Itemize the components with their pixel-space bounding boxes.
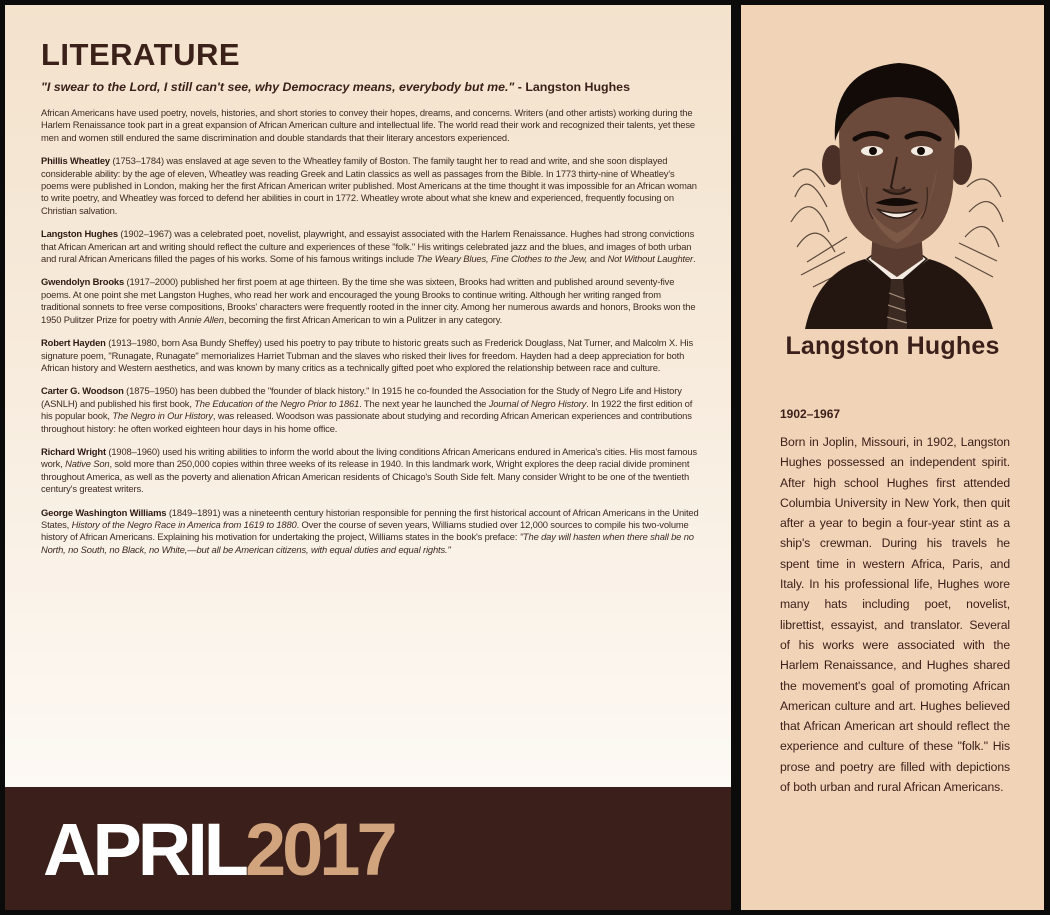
month-year-label [43,807,394,893]
year-label: 2017 [245,808,394,891]
entry-name: Gwendolyn Brooks [41,276,125,288]
entry-woodson: Carter G. Woodson (1875–1950) has been dubbed the "founder of black history." In 1915 he co-founded the Association for the Study of Negro Life and History (ASNLH) and published his first book, The Education of the Negro Prior to 1861. The next year he launched the Journal of Negro History. In 1922 the first edition of his popular book, The Negro in Our History, was released. Woodson was passionate about studying and recording African American experiences and contributions throughout history: he often worked eighteen hour days in his home office. [41,385,693,434]
entry-name: Langston Hughes [41,228,118,240]
entry-name: Phillis Wheatley [41,155,110,167]
intro-paragraph: African Americans have used poetry, novels, histories, and short stories to convey their hopes, dreams, and concerns. Writers (and other artists) working during the Harlem Renaissance took part in a great expansion of African American culture and intellectual life. The world read their work and recognized their talents, yet these men and women still endured the same discrimination and double standards that their literary ancestors experienced. [41,107,695,143]
entry-name: Robert Hayden [41,337,106,349]
section-title: LITERATURE [41,37,241,72]
entry-name: Richard Wright [41,445,106,457]
entry-hughes: Langston Hughes (1902–1967) was a celebrated poet, novelist, playwright, and essayist associated with the Harlem Renaissance. Hughes had strong convictions that African American art and writing should reflect the culture and experiences of these "folk." His writings celebrated jazz and the blues, and images of both urban and rural African Americans filled the pages of his works. Some of his famous writings include The Weary Blues, Fine Clothes to the Jew, and Not Without Laughter. [41,228,696,265]
quote [41,80,699,95]
bio-dates: 1902–1967 [780,407,841,421]
literature-panel [5,5,731,787]
entry-hayden: Robert Hayden (1913–1980, born Asa Bundy Sheffey) used his poetry to pay tribute to historic greats such as Frederick Douglass, Nat Turner, and Malcolm X. His signature poem, "Runagate, Runagate" memorializes Harriet Tubman and the slaves who risked their lives for freedom. Hayden had a deep appreciation for both African history and Western aesthetics, and was known by many critics as a technically gifted poet who explored the relationship between race and culture. [41,337,693,373]
bio-text: Born in Joplin, Missouri, in 1902, Langston Hughes possessed an independent spirit. After high school Hughes first attended Columbia University in New York, then quit after a year to begin a four-year stint as a ship's crewman. During his travels he spent time in western Africa, Paris, and Italy. In his professional life, Hughes wore many hats including poet, novelist, librettist, essayist, and translator. Several of his works were associated with the Harlem Renaissance, and Hughes shared the movement's goal of promoting African American culture and art. Hughes believed that African American art should reflect the experience and culture of these "folk." His prose and poetry are filled with depictions of both urban and rural African Americans. [780,435,1010,795]
quote-attribution: - Langston Hughes [514,80,630,94]
quote-text: "I swear to the Lord, I still can't see, why Democracy means, everybody but me." [41,80,515,94]
month-label: APRIL [43,808,245,891]
entry-williams: George Washington Williams (1849–1891) was a nineteenth century historian responsible for penning the first historical account of African Americans in the United States, History of the Negro Race in America from 1619 to 1880. Over the course of seven years, Williams studied over 12,000 sources to compile his two-volume history of African Americans. Explaining his motivation for undertaking the project, Williams states in the book's preface: "The day will hasten when there shall be no North, no South, no Black, no White,—but all be American citizens, with equal duties and equal rights." [41,506,699,555]
entry-name: George Washington Williams [41,506,167,518]
bio-sidebar [741,5,1044,910]
entry-name: Carter G. Woodson [41,385,124,397]
entry-wheatley: Phillis Wheatley (1753–1784) was enslaved at age seven to the Wheatley family of Boston. The family taught her to read and write, and she soon displayed considerable ability: by the age of eleven, Wheatley was reading Greek and Latin classics as well as passages from the Bible. In 1773 thirty-nine of Wheatley's poems were published in London, making her the first African American writer published. Most Americans at the time thought it was impossible for an African woman to write poetry, and Wheatley was forced to defend her abilities in court in 1772. Wheatley wrote about what she knew and experienced, frequently focusing on Christian salvation. [41,155,697,216]
langston-hughes-portrait-illustration [787,47,1007,329]
entry-wright: Richard Wright (1908–1960) used his writing abilities to inform the world about the living conditions African Americans endured in America's cities. His most famous work, Native Son, sold more than 250,000 copies within three weeks of its release in 1940. In this landmark work, Wright explores the deep racial divide prominent throughout America, as well as the poverty and alienation African American residents of Chicago's South Side felt. Many consider Wright to be one of the twentieth century's greatest writers. [41,445,697,495]
month-footer [5,787,731,910]
bio-name: Langston Hughes [785,332,1000,360]
entry-brooks: Gwendolyn Brooks (1917–2000) published her first poem at age thirteen. By the time she was sixteen, Brooks had written and published around seventy-five poems. At one point she met Langston Hughes, who read her work and encouraged the young Brooks to continue writing. Although her writing ranged from traditional sonnets to free verse compositions, Brooks' characters were frequently rooted in the inner city. Among her numerous awards and honors, Brooks won the 1950 Pulitzer Prize for poetry with Annie Allen, becoming the first African American to win a Pulitzer in any category. [41,276,696,325]
